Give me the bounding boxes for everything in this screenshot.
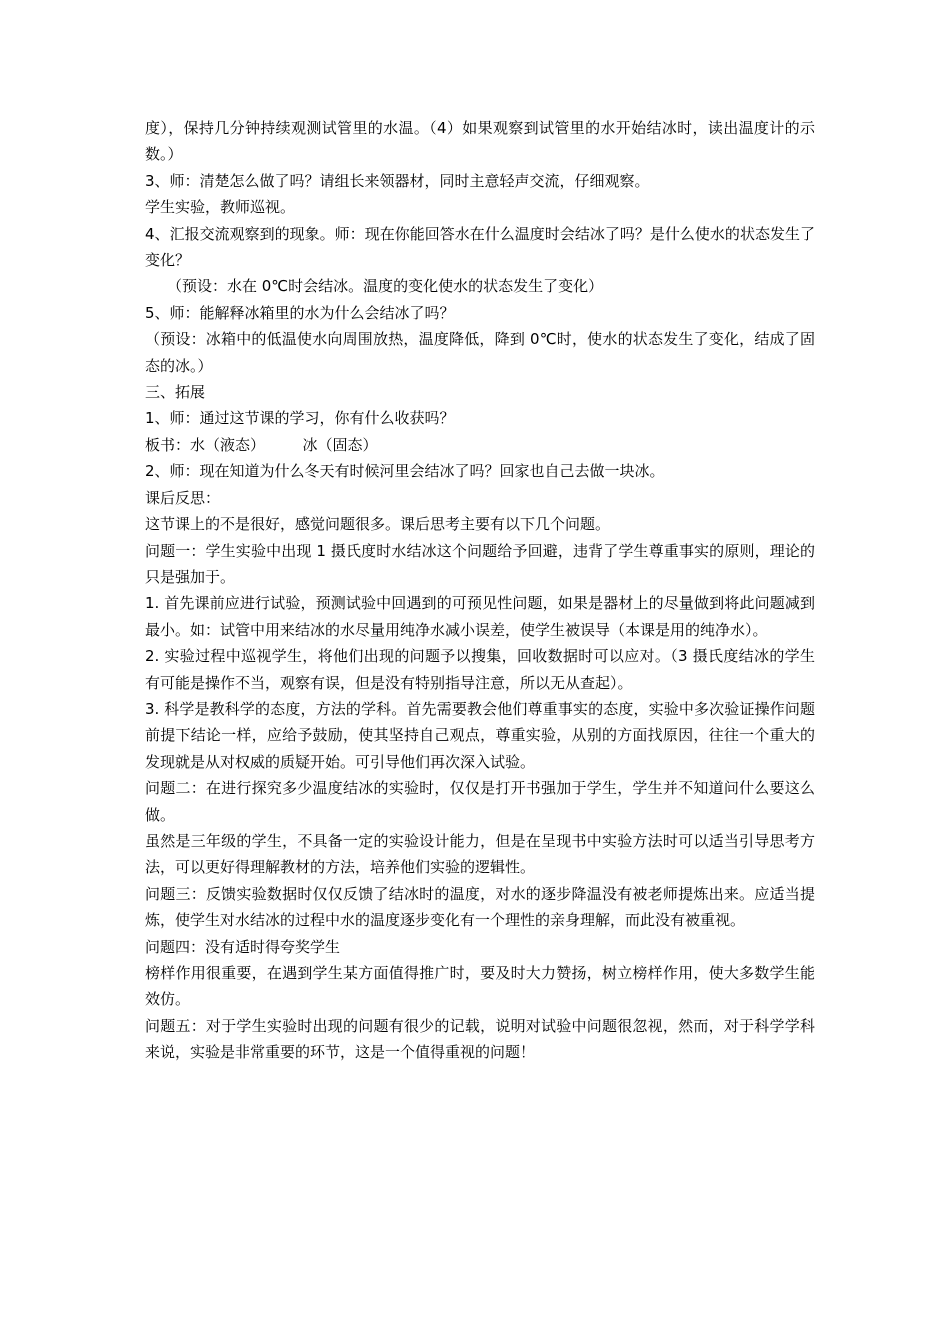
paragraph-problem-2: 问题二：在进行探究多少温度结冰的实验时，仅仅是打开书强加于学生，学生并不知道问什么要这么做。 [145,779,815,824]
paragraph-problem-1: 问题一：学生实验中出现 1 摄氏度时水结冰这个问题给予回避，违背了学生尊重事实的原则，理论的只是强加于。 [145,541,815,586]
paragraph-continued-steps: 度），保持几分钟持续观测试管里的水温。（4）如果观察到试管里的水开始结冰时，读出温度计的示数。） [145,119,815,164]
paragraph-extension-1: 1、师：通过这节课的学习，你有什么收获吗？ [145,409,455,428]
paragraph-blackboard: 板书：水（液态） 冰（固态） [145,435,378,454]
paragraph-student-experiment: 学生实验，教师巡视。 [145,198,296,217]
paragraph-problem-1-point-2: 2. 实验过程中巡视学生，将他们出现的问题予以搜集，回收数据时可以应对。（3 摄氏度结冰的学生有可能是操作不当，观察有误，但是没有特别指导注意，所以无从查起）。 [145,647,815,692]
paragraph-step-5: 5、师：能解释冰箱里的水为什么会结冰了吗？ [145,303,455,322]
paragraph-problem-2-detail: 虽然是三年级的学生，不具备一定的实验设计能力，但是在呈现书中实验方法时可以适当引导思考方法，可以更好得理解教材的方法，培养他们实验的逻辑性。 [145,831,815,877]
paragraph-problem-4-detail: 榜样作用很重要，在遇到学生某方面值得推广时，要及时大力赞扬，树立榜样作用，使大多数学生能效仿。 [145,964,815,1009]
paragraph-extension-2: 2、师：现在知道为什么冬天有时候河里会结冰了吗？回家也自己去做一块冰。 [145,462,665,481]
document-body [145,115,815,1066]
section-heading-reflection: 课后反思： [145,488,221,507]
paragraph-reflection-intro: 这节课上的不是很好，感觉问题很多。课后思考主要有以下几个问题。 [145,515,611,534]
paragraph-preset-1: （预设：水在 0℃时会结冰。温度的变化使水的状态发生了变化） [167,277,604,296]
paragraph-preset-2: （预设：冰箱中的低温使水向周围放热，温度降低，降到 0℃时，使水的状态发生了变化，结成了固态的冰。） [145,330,815,375]
section-heading-extension: 三、拓展 [145,383,206,402]
paragraph-problem-1-point-1: 1. 首先课前应进行试验，预测试验中回遇到的可预见性问题，如果是器材上的尽量做到将此问题减到最小。如：试管中用来结冰的水尽量用纯净水减小误差，使学生被误导（本课是用的纯净水）。 [145,594,815,639]
paragraph-problem-4: 问题四：没有适时得夸奖学生 [145,937,341,956]
paragraph-problem-1-point-3: 3. 科学是教科学的态度，方法的学科。首先需要教会他们尊重事实的态度，实验中多次验证操作问题前提下结论一样，应给予鼓励，使其坚持自己观点，尊重实验，从别的方面找原因，往往一个重大的发现就是从对权威的质疑开始。可引导他们再次深入试验。 [145,699,815,771]
paragraph-step-3: 3、师：清楚怎么做了吗？请组长来领器材，同时主意轻声交流，仔细观察。 [145,171,650,190]
paragraph-problem-3: 问题三：反馈实验数据时仅仅反馈了结冰时的温度，对水的逐步降温没有被老师提炼出来。应适当提炼，使学生对水结冰的过程中水的温度逐步变化有一个理性的亲身理解，而此没有被重视。 [145,884,815,930]
paragraph-problem-5: 问题五：对于学生实验时出现的问题有很少的记载，说明对试验中问题很忽视，然而，对于科学学科来说，实验是非常重要的环节，这是一个值得重视的问题！ [145,1016,815,1062]
paragraph-step-4: 4、汇报交流观察到的现象。师：现在你能回答水在什么温度时会结冰了吗？是什么使水的状态发生了变化？ [145,224,815,270]
